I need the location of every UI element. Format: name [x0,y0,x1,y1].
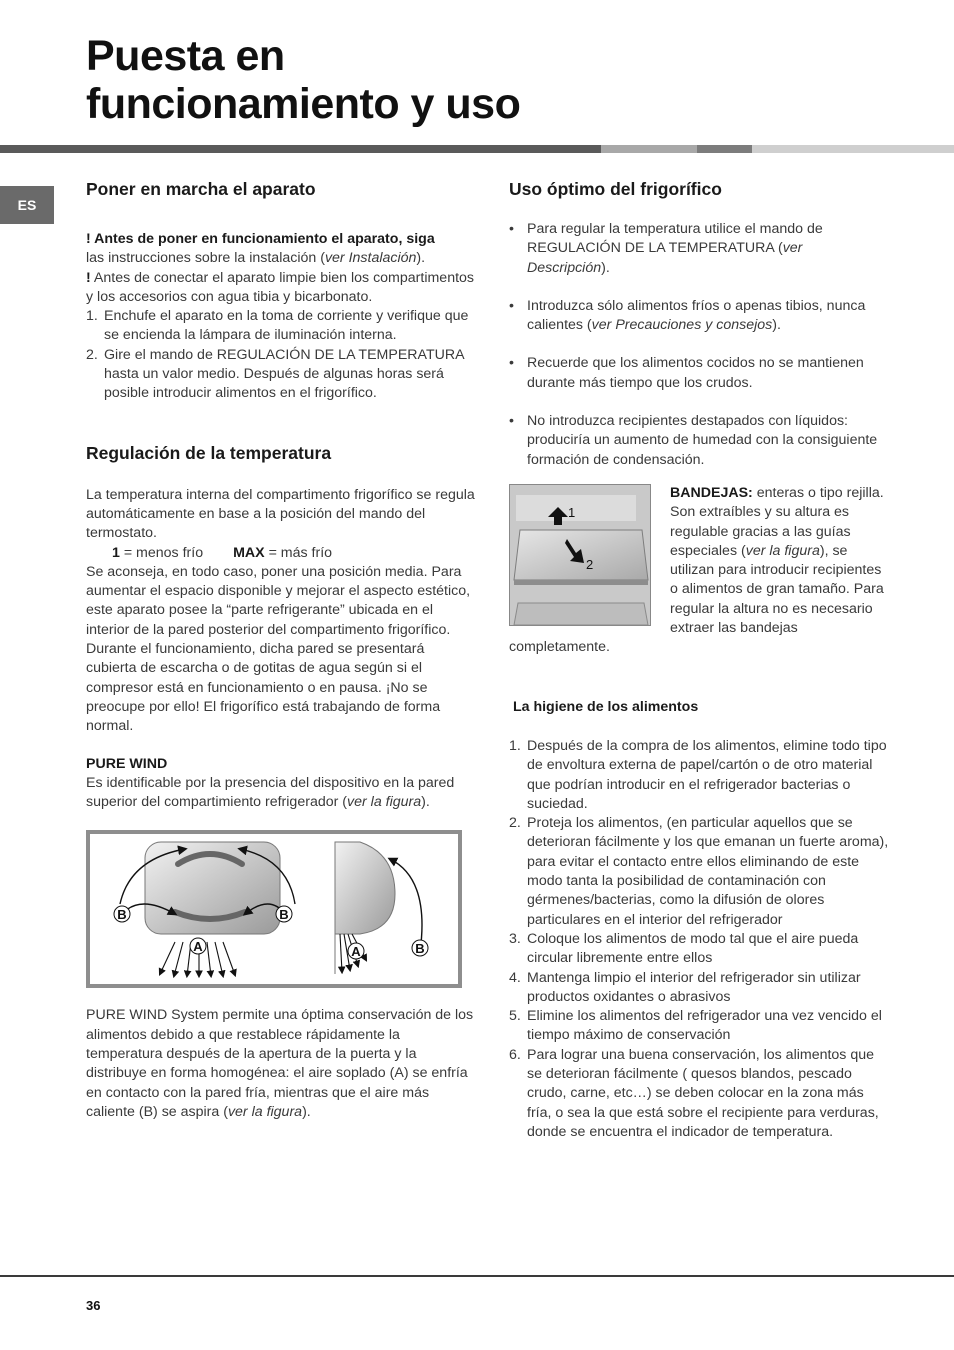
svg-text:A: A [351,944,361,960]
list-item [509,737,889,814]
label-a-side [348,943,364,959]
warning-install [86,230,476,269]
list-item [86,307,476,346]
list-item [509,220,889,278]
warning-install-close: ). [416,250,426,267]
trays-block [509,484,889,658]
list-item [509,969,889,1008]
trays-desc: Son extraíbles y su altura es regulable gracias a las guías especiales ( [670,504,851,559]
footer-rule [0,1275,954,1277]
item-text: Mantenga limpio el interior del refrigerador sin utilizar productos oxidantes o abrasivos [527,969,861,1005]
label-b-left [114,906,130,922]
temperature-scale [86,544,476,563]
label-a-front [190,938,206,954]
step-text: Gire el mando de REGULACIÓN DE LA TEMPERATURA hasta un valor medio. Después de algunas horas será posible introducir alimentos en el frigorífico. [104,346,464,402]
svg-text:B: B [117,907,127,923]
pure-wind-diagram [90,834,458,984]
item-text: Coloque los alimentos de modo tal que el aire pueda circular libremente entre ellos [527,930,859,967]
pure-wind-intro [86,774,476,813]
step-text: Enchufe el aparato en la toma de corriente y verifique que se encienda la lámpara de iluminación interna. [104,308,469,344]
pure-wind-intro-text: Es identificable por la presencia del dispositivo en la pared superior del compartimiento refrigerador ( [86,774,455,811]
scale-min-key: 1 [112,544,120,561]
item-text: Proteja los alimentos, (en particular aquellos que se deterioran fácilmente y los que emanan un fuerte aroma), para evitar el contacto entre ellos eliminando de este modo tanta la posibilidad de contaminación con gérmenes/bacterias, como la difusión de olores particulares en el interior del refrigerador [527,815,889,928]
item-text: Después de la compra de los alimentos, elimine todo tipo de envoltura externa de papel/cartón o de otro material que podrían introducir en el refrigerador bacterias o suciedad. [527,737,887,812]
bullet-close: ). [601,259,610,276]
start-steps-list [86,307,476,403]
step-number: 2. [86,346,98,363]
list-item [509,297,889,336]
warning-mark: ! [86,231,91,247]
link-ver-la-figura[interactable]: ver la figura [227,1103,303,1120]
header-rule-light [752,145,954,153]
pure-wind-device-side [335,842,395,934]
scale-min-value: = menos frío [119,544,204,561]
label-b-right [276,906,292,922]
link-ver-la-figura[interactable]: ver la figura [347,794,422,811]
shelf-diagram [510,485,650,625]
list-item [509,354,889,393]
pure-wind-figure [86,830,462,988]
pure-wind-body-text: PURE WIND System permite una óptima conservación de los alimentos debido a que restablece rápidamente la temperatura después de la apertura de la puerta y la distribuye en forma homogénea: el aire soplado (A) se enfría en contacto con la pared fría, mientras que el aire más caliente (B) se aspira ( [86,1007,474,1120]
scale-max-value: = más frío [264,544,333,561]
list-item [509,1007,889,1046]
trays-type: enteras o tipo rejilla. [752,484,884,501]
left-column [86,176,476,1122]
bullet-text: Recuerde que los alimentos cocidos no se mantienen durante más tiempo que los crudos. [527,355,864,391]
header-rule-dark [0,145,601,153]
link-ver-instalacion[interactable]: ver Instalación [324,250,417,267]
list-item [509,930,889,969]
list-item [509,1046,889,1142]
warning-clean [86,269,476,308]
temperature-intro: La temperatura interna del compartimento frigorífico se regula automáticamente en base a la posición del mando del termostato. [86,486,475,542]
hygiene-list [509,737,889,1142]
item-number: 2. [509,815,521,832]
item-number: 5. [509,1008,521,1025]
item-number: 6. [509,1046,521,1063]
item-text: Elimine los alimentos del refrigerador una vez vencido el tiempo máximo de conservación [527,1008,882,1044]
svg-text:B: B [279,907,289,923]
page-number: 36 [86,1298,101,1313]
link-ver-descripcion[interactable]: ver Descripción [527,240,803,276]
pure-wind-body-close: ). [302,1103,311,1120]
list-item [86,346,476,404]
page-title [86,32,520,128]
svg-text:A: A [193,939,203,955]
label-b-side [412,940,428,956]
header-rule-gray [697,145,752,153]
item-number: 3. [509,930,521,947]
pure-wind-intro-close: ). [421,794,430,811]
header-rule-mid [601,145,697,153]
list-item [509,412,889,470]
shelf-figure [509,484,651,626]
item-number: 4. [509,969,521,986]
section-title-temperature: Regulación de la temperatura [86,442,332,463]
bullet-text: Introduzca sólo alimentos fríos o apenas tibios, nunca calientes ( [527,297,866,334]
item-number: 1. [509,737,521,754]
list-item [509,814,889,930]
section-title-start: Poner en marcha el aparato [86,179,316,199]
shelf-label-2: 2 [586,556,594,572]
temperature-body: Se aconseja, en todo caso, poner una posición media. Para aumentar el espacio disponible y mejorar el aspecto estético, este aparato posee la “parte refrigerante” ubicada en el interior de la pared posterior del compartimento frigorífico. Durante el funcionamiento, dicha pared se presentará cubierta de escarcha o de gotitas de agua según si el compresor está en funcionamiento o en pausa. ¡No se preocupe por ello! El frigorífico está trabajando de forma normal. [86,563,471,735]
section-title-optimal-use: Uso óptimo del frigorífico [509,179,722,199]
warning-clean-text: Antes de conectar el aparato limpie bien los compartimentos y los accesorios con agua tibia y bicarbonato. [86,269,475,305]
warning-install-bold: Antes de poner en funcionamiento el aparato, siga [90,231,435,247]
svg-text:B: B [415,941,425,957]
page-title-line-2: funcionamiento y uso [86,80,521,128]
right-column [509,176,889,1142]
scale-max-key: MAX [233,544,265,561]
page-title-line-1: Puesta en [86,32,285,80]
shelf-label-1: 1 [568,504,576,520]
trays-desc-rest: ), se utilizan para introducir recipientes o alimentos de gran tamaño. Para regular la altura no es necesario extraer las bandejas completamente. [509,542,884,656]
item-text: Para lograr una buena conservación, los alimentos que se deterioran fácilmente ( quesos blandos, pescado crudo, carne, etc…) se deben colocar en la zona más fría, o sea la que está sobre el recipiente para verduras, donde se encuentra el indicador de temperatura. [527,1046,879,1140]
warning-mark: ! [86,269,91,286]
trays-key: BANDEJAS: [670,484,753,501]
language-tab: ES [0,186,54,224]
bullet-text: No introduzca recipientes destapados con líquidos: produciría un aumento de humedad con la consiguiente formación de condensación. [527,413,878,468]
section-title-hygiene: La higiene de los alimentos [509,698,699,715]
warning-install-text: las instrucciones sobre la instalación ( [86,250,325,267]
optimal-use-list [509,220,889,470]
bullet-close: ). [772,317,781,334]
bullet-text: Para regular la temperatura utilice el mando de REGULACIÓN DE LA TEMPERATURA ( [527,221,823,257]
section-title-pure-wind: PURE WIND [86,755,168,772]
link-ver-la-figura[interactable]: ver la figura [745,542,820,559]
pure-wind-body [86,1006,476,1122]
link-ver-precauciones[interactable]: ver Precauciones y consejos [591,317,773,334]
step-number: 1. [86,308,98,325]
